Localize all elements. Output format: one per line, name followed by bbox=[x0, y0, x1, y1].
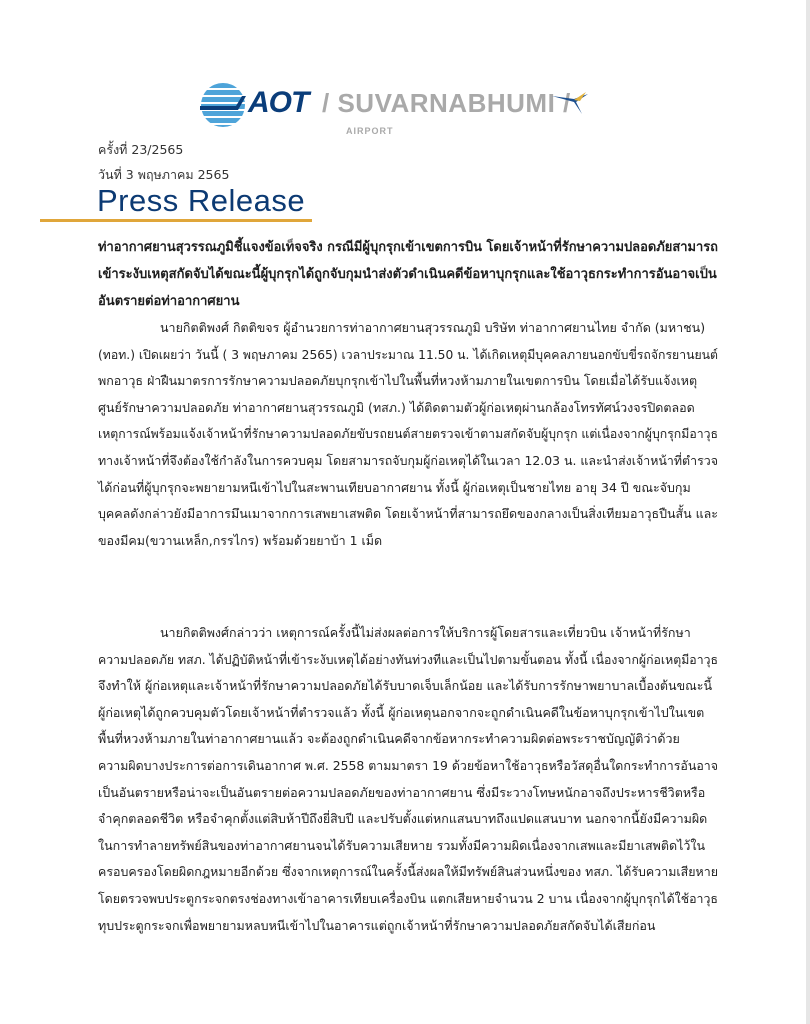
paragraph-line: ผู้ก่อเหตุได้ถูกควบคุมตัวโดยเจ้าหน้าที่ตำรวจแล้ว ทั้งนี้ ผู้ก่อเหตุนอกจากจะถูกดำเนินคดีในข้อหาบุกรุกเข้าไปในเขต bbox=[98, 704, 705, 720]
suvarnabhumi-bird-icon bbox=[552, 92, 588, 118]
paragraph-line: พกอาวุธ ฝ่าฝืนมาตรการรักษาความปลอดภัยบุกรุกเข้าไปในพื้นที่หวงห้ามภายในเขตการบิน โดยเมื่อได้รับแจ้งเหตุ bbox=[98, 373, 698, 389]
paragraph-line: เป็นอันตรายหรือน่าจะเป็นอันตรายต่อความปลอดภัยของท่าอากาศยาน ซึ่งมีระวางโทษหนักอาจถึงประหารชีวิตหรือ bbox=[98, 784, 706, 800]
press-release-heading: Press Release bbox=[97, 183, 306, 218]
paragraph-line: จึงทำให้ ผู้ก่อเหตุและเจ้าหน้าที่รักษาความปลอดภัยได้รับบาดเจ็บเล็กน้อย และได้รับการรักษาพยาบาลเบื้องต้นขณะนี้ bbox=[98, 678, 712, 694]
headline-line: ท่าอากาศยานสุวรรณภูมิชี้แจงข้อเท็จจริง กรณีมีผู้บุกรุกเข้าเขตการบิน โดยเจ้าหน้าที่รักษาความปลอดภัยสามารถ bbox=[98, 240, 718, 255]
paragraph-1 bbox=[98, 315, 730, 554]
paragraph-line: (ทอท.) เปิดเผยว่า วันนี้ ( 3 พฤษภาคม 2565) เวลาประมาณ 11.50 น. ได้เกิดเหตุมีบุคคลภายนอกขับขี่รถจักรยานยนต์ bbox=[98, 346, 718, 362]
aot-suvarnabhumi-logo bbox=[198, 82, 598, 136]
paragraph-line: ความปลอดภัย ทสภ. ได้ปฏิบัติหน้าที่เข้าระงับเหตุได้อย่างทันท่วงทีและเป็นไปตามขั้นตอน ทั้งนี้ เนื่องจากผู้ก่อเหตุมีอาวุธ bbox=[98, 651, 718, 667]
issue-number: ครั้งที่ 23/2565 bbox=[98, 142, 184, 157]
paragraph-line: เหตุการณ์พร้อมแจ้งเจ้าหน้าที่รักษาความปลอดภัยขับรถยนต์สายตรวจเข้าตามสกัดจับผู้บุกรุก แต่เนื่องจากผู้บุกรุกมีอาวุธ bbox=[98, 426, 718, 442]
paragraph-line: พื้นที่หวงห้ามภายในท่าอากาศยานแล้ว จะต้องถูกดำเนินคดีจากข้อหากระทำความผิดต่อพระราชบัญญัติว่าด้วย bbox=[98, 731, 680, 747]
paragraph-line: จำคุกตลอดชีวิต หรือจำคุกตั้งแต่สิบห้าปีถึงยี่สิบปี และปรับตั้งแต่หกแสนบาทถึงแปดแสนบาท นอกจากนี้ยังมีความผิด bbox=[98, 811, 708, 827]
paragraph-line: ได้ก่อนที่ผู้บุกรุกจะพยายามหนีเข้าไปในสะพานเทียบอากาศยาน ทั้งนี้ ผู้ก่อเหตุเป็นชายไทย อายุ 34 ปี ขณะจับกุม bbox=[98, 479, 691, 495]
release-date: วันที่ 3 พฤษภาคม 2565 bbox=[98, 167, 230, 182]
paragraph-line: บุคคลดังกล่าวยังมีอาการมึนเมาจากการเสพยาเสพติด โดยเจ้าหน้าที่สามารถยึดของกลางเป็นสิ่งเทียมอาวุธปืนสั้น และ bbox=[98, 506, 718, 522]
paragraph-line: ในการทำลายทรัพย์สินของท่าอากาศยานจนได้รับความเสียหาย รวมทั้งมีความผิดเนื่องจากเสพและมียาเสพติดไว้ใน bbox=[98, 837, 706, 853]
headline bbox=[98, 234, 722, 315]
paragraph-line: ศูนย์รักษาความปลอดภัย ท่าอากาศยานสุวรรณภูมิ (ทสภ.) ได้ติดตามตัวผู้ก่อเหตุผ่านกล้องโทรทัศน์วงจรปิดตลอด bbox=[98, 399, 695, 415]
paragraph-line: ความผิดบางประการต่อการเดินอากาศ พ.ศ. 2558 ตามมาตรา 19 ด้วยข้อหาใช้อาวุธหรือวัสดุอื่นใดกระทำการอันอาจ bbox=[98, 757, 718, 773]
paragraph-line: ทางเจ้าหน้าที่จึงต้องใช้กำลังในการควบคุม โดยสามารถจับกุมผู้ก่อเหตุได้ในเวลา 12.03 น. และนำส่งเจ้าหน้าที่ตำรวจ bbox=[98, 452, 718, 468]
aot-wordmark: AOT bbox=[248, 86, 309, 119]
heading-underline bbox=[40, 219, 312, 222]
aot-globe-icon bbox=[198, 82, 248, 128]
paragraph-2 bbox=[98, 620, 729, 939]
paragraph-line: ครอบครองโดยผิดกฎหมายอีกด้วย ซึ่งจากเหตุการณ์ในครั้งนี้ส่งผลให้มีทรัพย์สินส่วนหนึ่งของ ทสภ. ได้รับความเสียหาย bbox=[98, 864, 718, 880]
paragraph-line: โดยตรวจพบประตูกระจกตรงช่องทางเข้าอาคารเทียบเครื่องบิน แตกเสียหายจำนวน 2 บาน เนื่องจากผู้บุกรุกได้ใช้อาวุธ bbox=[98, 890, 718, 906]
airport-wordmark: AIRPORT bbox=[346, 126, 394, 136]
paragraph-line: นายกิตติพงศ์กล่าวว่า เหตุการณ์ครั้งนี้ไม่ส่งผลต่อการให้บริการผู้โดยสารและเที่ยวบิน เจ้าหน้าที่รักษา bbox=[160, 625, 691, 640]
headline-line: อันตรายต่อท่าอากาศยาน bbox=[98, 294, 240, 309]
headline-line: เข้าระงับเหตุสกัดจับได้ขณะนี้ผู้บุกรุกได้ถูกจับกุมนำส่งตัวดำเนินคดีข้อหาบุกรุกและใช้อาวุธกระทำการอันอาจเป็น bbox=[98, 267, 717, 282]
paragraph-line: นายกิตติพงศ์ กิตติขจร ผู้อำนวยการท่าอากาศยานสุวรรณภูมิ บริษัท ท่าอากาศยานไทย จำกัด (มหาชน) bbox=[160, 320, 706, 335]
suvarnabhumi-wordmark: / SUVARNABHUMI / bbox=[322, 88, 571, 118]
paragraph-line: ของมีคม(ขวานเหล็ก,กรรไกร) พร้อมด้วยยาบ้า 1 เม็ด bbox=[98, 532, 383, 548]
paragraph-line: ทุบประตูกระจกเพื่อพยายามหลบหนีเข้าไปในอาคารแต่ถูกเจ้าหน้าที่รักษาความปลอดภัยสกัดจับได้เสียก่อน bbox=[98, 917, 656, 933]
